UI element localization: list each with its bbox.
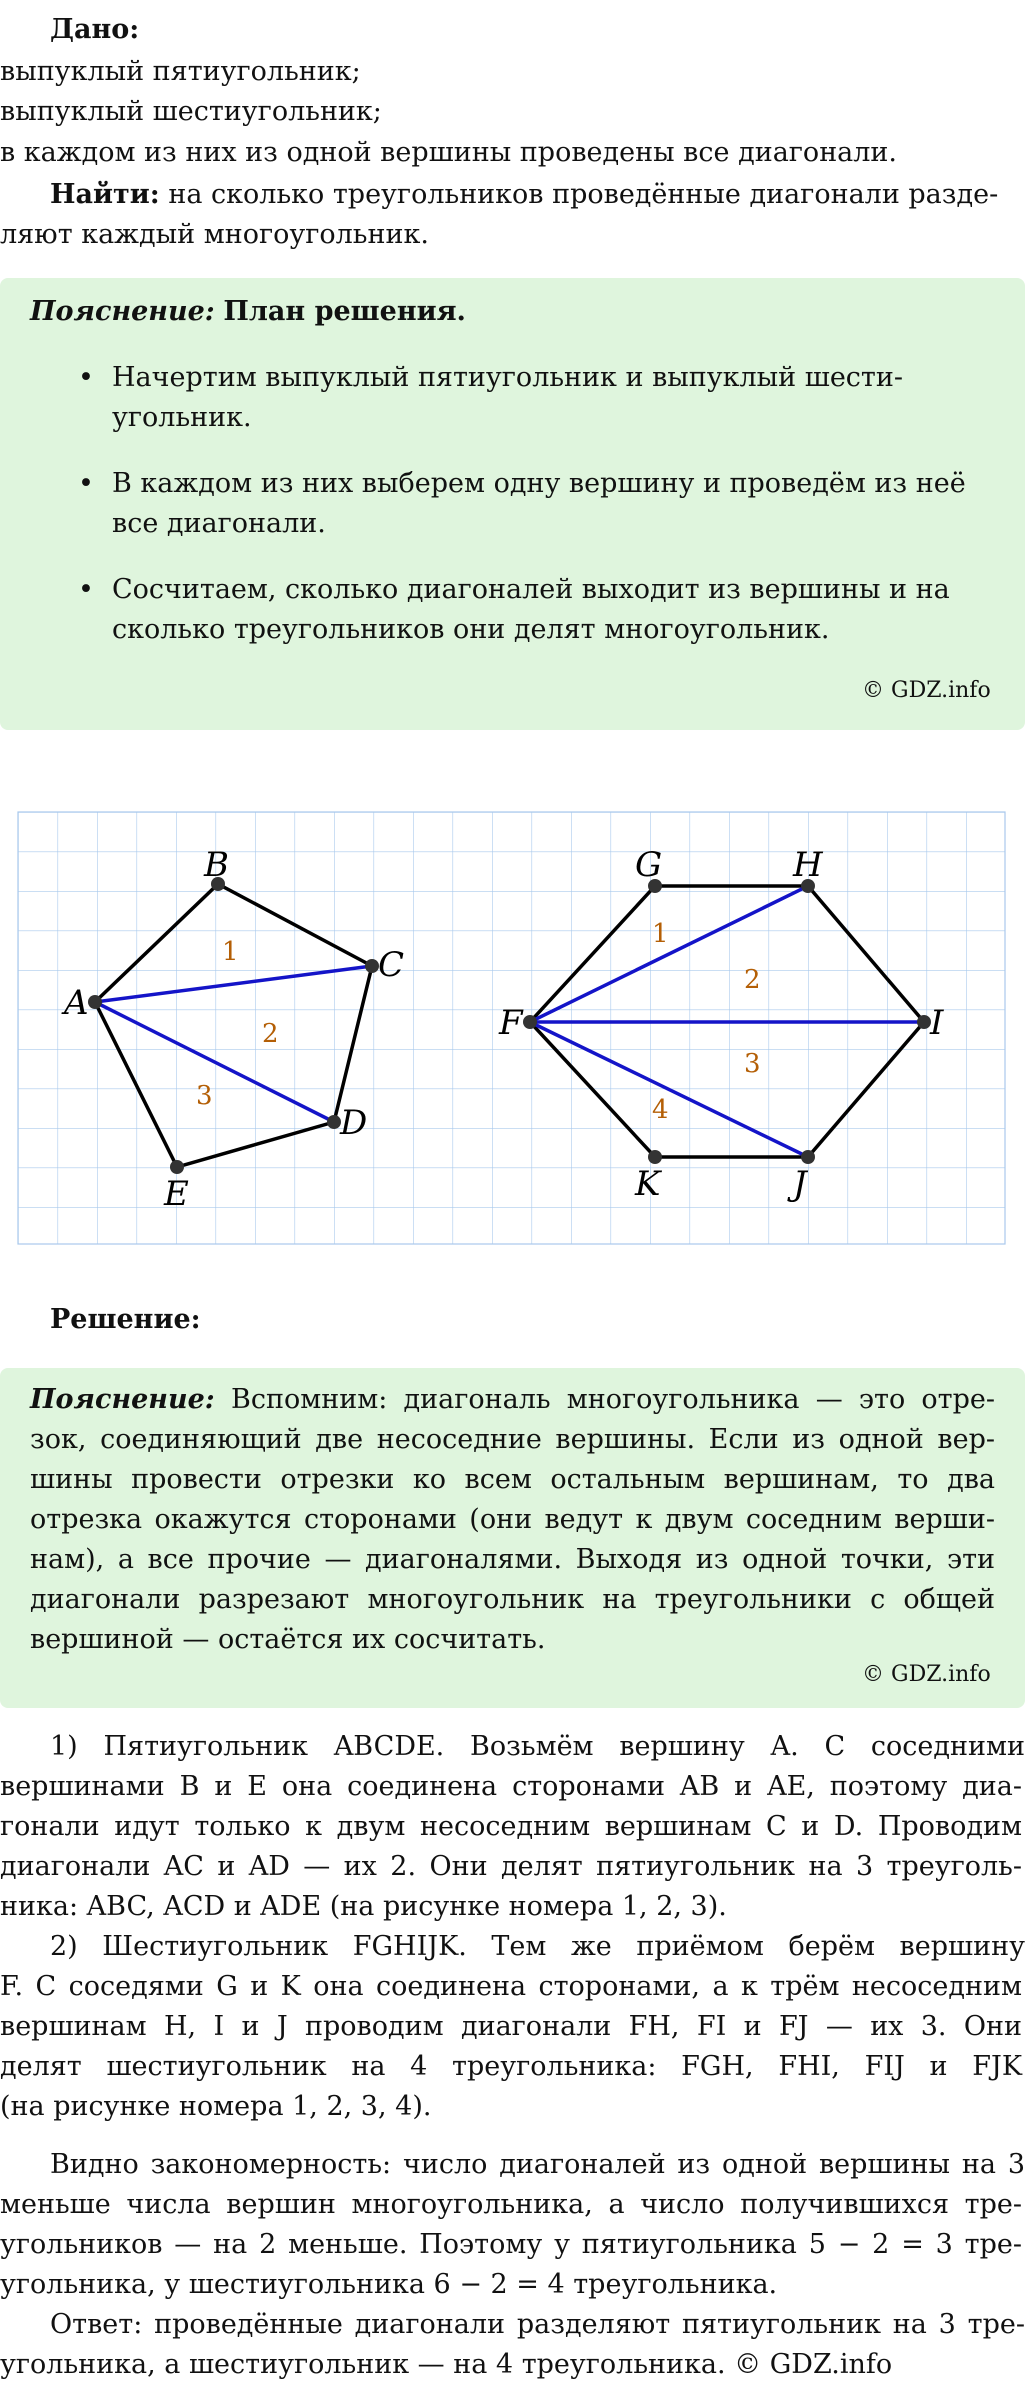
vertex-j bbox=[801, 1150, 815, 1164]
p3-line-2: меньше числа вершин многоугольника, а число получившихся тре- bbox=[0, 2189, 1022, 2220]
explain-text-1: Вспомним: диагональ многоугольника — это отре- bbox=[230, 1384, 995, 1415]
label-b: B bbox=[204, 845, 229, 885]
label-j: J bbox=[793, 1164, 807, 1204]
pentagon-triangle-2: 2 bbox=[262, 1019, 279, 1049]
find-line-2: ляют каждый многоугольник. bbox=[0, 219, 429, 250]
plan-bullet-3-line-2: сколько треугольников они делят многоугольник. bbox=[112, 614, 830, 645]
p3-line-3: угольников — на 2 меньше. Поэтому у пятиугольника 5 − 2 = 3 тре- bbox=[0, 2229, 1022, 2260]
pentagon-triangle-3: 3 bbox=[196, 1081, 213, 1111]
vertex-f bbox=[523, 1015, 537, 1029]
given-label: Дано: bbox=[50, 14, 140, 45]
explain-line-5: нам), а все прочие — диагоналями. Выходя из одной точки, эти bbox=[30, 1544, 995, 1575]
label-a: A bbox=[64, 983, 89, 1023]
find-text: на сколько треугольников проведённые диагонали разде- bbox=[168, 179, 999, 210]
label-g: G bbox=[635, 845, 663, 885]
plan-heading bbox=[30, 292, 466, 332]
explain-line-6: диагонали разрезают многоугольник на треугольники с общей bbox=[30, 1584, 995, 1615]
plan-title: План решения. bbox=[223, 296, 466, 327]
pentagon-triangle-1: 1 bbox=[222, 937, 239, 967]
bullet-dot: • bbox=[78, 574, 94, 605]
answer-line-2: угольника, а шестиугольник — на 4 треугольника. © GDZ.info bbox=[0, 2349, 893, 2380]
plan-label: Пояснение: bbox=[30, 296, 215, 327]
explain-line-7: вершиной — остаётся их сосчитать. bbox=[30, 1624, 546, 1655]
label-i: I bbox=[930, 1003, 944, 1043]
explain-line-1 bbox=[30, 1380, 995, 1420]
plan-bullet-3-line-1: Сосчитаем, сколько диагоналей выходит из вершины и на bbox=[112, 574, 950, 605]
label-h: H bbox=[793, 845, 823, 885]
plan-bullet-2-line-1: В каждом из них выберем одну вершину и проведём из неё bbox=[112, 468, 966, 499]
label-e: E bbox=[164, 1174, 189, 1214]
vertex-i bbox=[917, 1015, 931, 1029]
plan-bullet-1-line-2: угольник. bbox=[112, 402, 252, 433]
label-d: D bbox=[340, 1103, 368, 1143]
vertex-c bbox=[365, 959, 379, 973]
p3-line-1: Видно закономерность: число диагоналей из одной вершины на 3 bbox=[50, 2149, 1025, 2180]
p1-line-4: диагонали AC и AD — их 2. Они делят пятиугольник на 3 треуголь- bbox=[0, 1851, 1022, 1882]
find-label: Найти: bbox=[50, 179, 160, 210]
p1-line-1: 1) Пятиугольник ABCDE. Возьмём вершину A. С соседними bbox=[50, 1731, 1025, 1762]
p2-line-5: (на рисунке номера 1, 2, 3, 4). bbox=[0, 2091, 432, 2122]
solution-label: Решение: bbox=[50, 1304, 201, 1335]
hexagon-triangle-3: 3 bbox=[744, 1049, 761, 1079]
explain-line-4: отрезка окажутся сторонами (они ведут к двум соседним верши- bbox=[30, 1504, 995, 1535]
hexagon-triangle-4: 4 bbox=[652, 1095, 669, 1125]
p2-line-4: делят шестиугольник на 4 треугольника: FGH, FHI, FIJ и FJK bbox=[0, 2051, 1022, 2082]
answer-line-1: Ответ: проведённые диагонали разделяют пятиугольник на 3 тре- bbox=[50, 2309, 1025, 2340]
hexagon-triangle-1: 1 bbox=[652, 919, 669, 949]
plan-copyright: © GDZ.info bbox=[862, 678, 991, 703]
p3-line-4: угольника, у шестиугольника 6 − 2 = 4 треугольника. bbox=[0, 2269, 778, 2300]
vertex-k bbox=[648, 1150, 662, 1164]
vertex-e bbox=[170, 1160, 184, 1174]
polygons-figure bbox=[0, 800, 1025, 1260]
given-line-2: выпуклый шестиугольник; bbox=[0, 96, 382, 127]
bullet-dot: • bbox=[78, 468, 94, 499]
p1-line-3: гонали идут только к двум несоседним вершинам C и D. Проводим bbox=[0, 1811, 1022, 1842]
plan-bullet-2-line-2: все диагонали. bbox=[112, 508, 326, 539]
vertex-a bbox=[88, 995, 102, 1009]
explain-label: Пояснение: bbox=[30, 1384, 215, 1415]
vertex-d bbox=[327, 1115, 341, 1129]
bullet-dot: • bbox=[78, 362, 94, 393]
find-line-1 bbox=[50, 175, 998, 215]
plan-box bbox=[0, 278, 1025, 730]
given-line-3: в каждом из них из одной вершины проведены все диагонали. bbox=[0, 137, 898, 168]
hexagon-triangle-2: 2 bbox=[744, 965, 761, 995]
explain-line-2: зок, соединяющий две несоседние вершины. Если из одной вер- bbox=[30, 1424, 995, 1455]
explain-copyright: © GDZ.info bbox=[862, 1662, 991, 1687]
label-c: C bbox=[378, 945, 405, 985]
p2-line-1: 2) Шестиугольник FGHIJK. Тем же приёмом берём вершину bbox=[50, 1931, 1025, 1962]
explain-box bbox=[0, 1368, 1025, 1708]
plan-bullet-1-line-1: Начертим выпуклый пятиугольник и выпуклый шести- bbox=[112, 362, 903, 393]
p1-line-2: вершинами B и E она соединена сторонами AB и AE, поэтому диа- bbox=[0, 1771, 1022, 1802]
p2-line-2: F. С соседями G и K она соединена сторонами, а к трём несоседним bbox=[0, 1971, 1022, 2002]
explain-line-3: шины провести отрезки ко всем остальным вершинам, то два bbox=[30, 1464, 995, 1495]
label-k: K bbox=[635, 1164, 661, 1204]
p2-line-3: вершинам H, I и J проводим диагонали FH, FI и FJ — их 3. Они bbox=[0, 2011, 1022, 2042]
p1-line-5: ника: ABC, ACD и ADE (на рисунке номера 1, 2, 3). bbox=[0, 1891, 727, 1922]
label-f: F bbox=[499, 1003, 523, 1043]
given-line-1: выпуклый пятиугольник; bbox=[0, 56, 361, 87]
